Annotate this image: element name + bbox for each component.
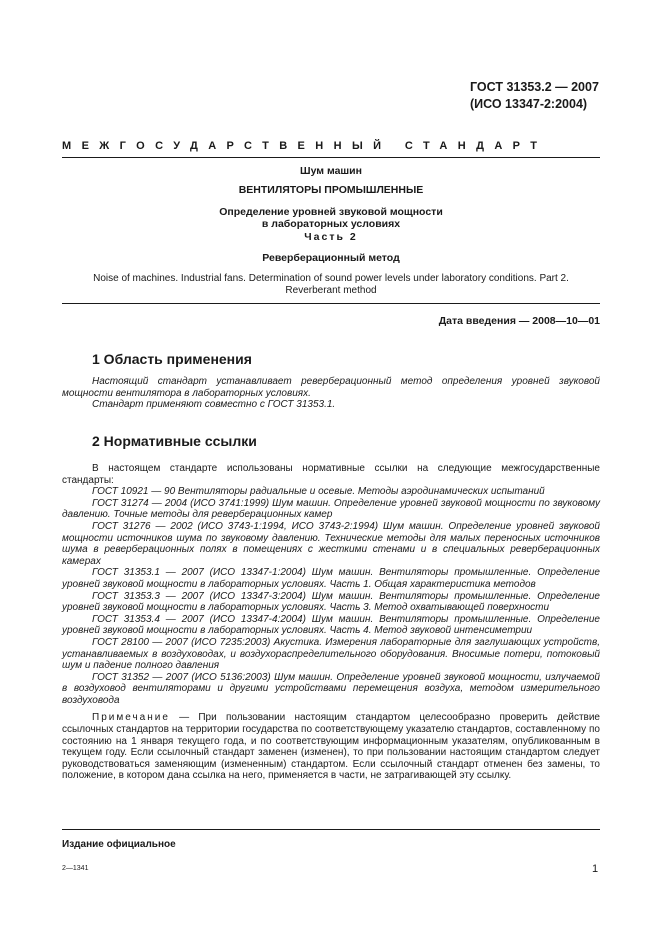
reference-item: ГОСТ 31276 — 2002 (ИСО 3743-1:1994, ИСО 3743-2:1994) Шум машин. Определение уровней звуковой мощности источников шума по звуковому давлению. Технические методы для малых переносных источников шума в реверберационных полях в помещениях с жесткими стенами и в специальных реверберационных камерах	[62, 520, 600, 567]
iso-code: (ИСО 13347-2:2004)	[470, 97, 588, 111]
sheet-code: 2—1341	[62, 865, 89, 872]
title-rule	[62, 303, 600, 304]
title-method: Реверберационный метод	[262, 252, 400, 264]
note	[62, 712, 600, 782]
english-title-line-1: Noise of machines. Industrial fans. Determination of sound power levels under laboratory conditions. Part 2.	[93, 273, 569, 284]
reference-item: ГОСТ 28100 — 2007 (ИСО 7235:2003) Акустика. Измерения лабораторные для заглушающих устройств, устанавливаемых в воздуховодах, и воздухораспределительного оборудования. Вносимые потери, потоковый шум и падение полного давления	[62, 636, 600, 672]
title-part: Часть 2	[304, 231, 358, 243]
interstate-standard-banner: МЕЖГОСУДАРСТВЕННЫЙ СТАНДАРТ	[62, 140, 548, 152]
reference-item: ГОСТ 31353.4 — 2007 (ИСО 13347-4:2004) Шум машин. Вентиляторы промышленные. Определение уровней звуковой мощности в лабораторных условиях. Часть 4. Метод звуковой интенсиметрии	[62, 613, 600, 637]
english-title-line-2: Reverberant method	[285, 285, 377, 296]
section-1-heading: 1 Область применения	[92, 351, 252, 367]
section-1-paragraph: Настоящий стандарт устанавливает реверберационный метод определения уровней звуковой мощности вентилятора в лабораторных условиях.	[62, 376, 600, 399]
note-text: — При пользовании настоящим стандартом целесообразно проверить действие ссылочных стандартов на территории государства по соответствующему указателю стандартов, составленному по состоянию на 1 января текущего года, и по соответствующим информационным указателям, опубликованным в текущем году. Если ссылочный стандарт заменен (изменен), то при пользовании настоящим стандартом следует руководствоваться заменяющим (измененным) стандартом. Если ссылочный стандарт отменен без замены, то положение, в котором дана ссылка на него, применяется в части, не затрагивающей эту ссылку.	[62, 712, 600, 782]
page-number: 1	[592, 863, 599, 875]
reference-list	[62, 486, 600, 706]
official-edition-label: Издание официальное	[62, 839, 176, 850]
section-2-body	[62, 463, 600, 782]
reference-item: ГОСТ 31352 — 2007 (ИСО 5136:2003) Шум машин. Определение уровней звуковой мощности, излучаемой в воздуховод вентиляторами и другими устройствами перемещения воздуха, методом измерительного воздуховода	[62, 671, 600, 706]
title-subject: Шум машин	[300, 165, 362, 177]
subtitle-line-1: Определение уровней звуковой мощности	[219, 206, 443, 218]
introduction-date: Дата введения — 2008—10—01	[438, 315, 600, 327]
reference-item: ГОСТ 31353.1 — 2007 (ИСО 13347-1:2004) Шум машин. Вентиляторы промышленные. Определение уровней звуковой мощности в лабораторных условиях. Часть 1. Общая характеристика методов	[62, 567, 600, 590]
section-1-body	[62, 376, 600, 411]
title-subtitle	[62, 206, 600, 230]
section-2-intro: В настоящем стандарте использованы нормативные ссылки на следующие межгосударственные стандарты:	[62, 463, 600, 486]
note-label: Примечание	[92, 712, 170, 724]
standard-code-block	[470, 79, 599, 113]
section-1-paragraph: Стандарт применяют совместно с ГОСТ 31353.1.	[92, 399, 336, 411]
english-title	[62, 273, 600, 297]
reference-item: ГОСТ 31353.3 — 2007 (ИСО 13347-3:2004) Шум машин. Вентиляторы промышленные. Определение уровней звуковой мощности в лабораторных условиях. Часть 3. Метод охватывающей поверхности	[62, 590, 600, 614]
reference-item: ГОСТ 31274 — 2004 (ИСО 3741:1999) Шум машин. Определение уровней звуковой мощности по звуковому давлению. Точные методы для реверберационных камер	[62, 497, 600, 521]
footer-rule	[62, 829, 600, 830]
section-2-heading: 2 Нормативные ссылки	[92, 433, 257, 449]
title-main: ВЕНТИЛЯТОРЫ ПРОМЫШЛЕННЫЕ	[238, 184, 424, 196]
standard-code: ГОСТ 31353.2 — 2007	[470, 80, 599, 94]
subtitle-line-2: в лабораторных условиях	[261, 218, 401, 230]
reference-item: ГОСТ 10921 — 90 Вентиляторы радиальные и осевые. Методы аэродинамических испытаний	[92, 486, 545, 498]
top-rule	[62, 157, 600, 158]
